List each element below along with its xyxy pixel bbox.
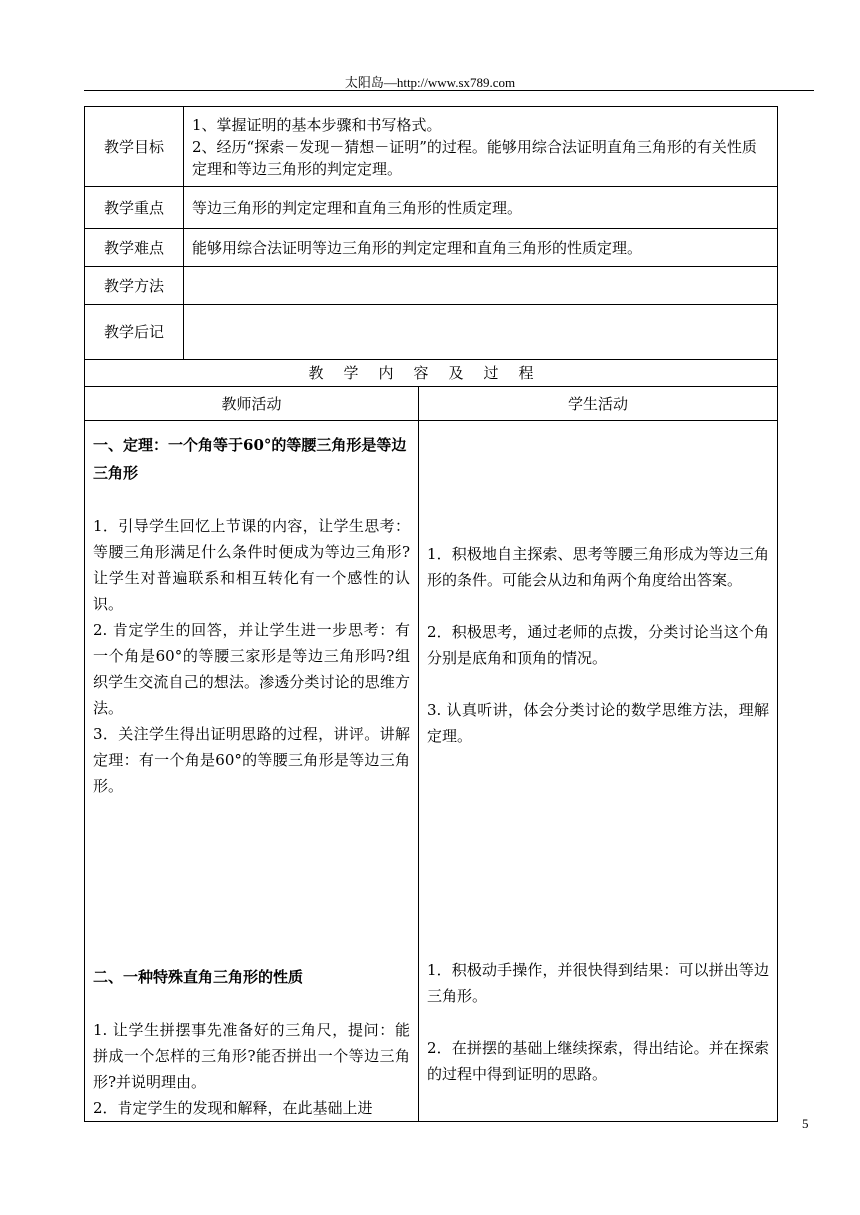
teacher-item-5: 2．肯定学生的发现和解释，在此基础上进 [93,1099,373,1117]
teacher-activity-cell [85,421,419,1122]
student-item-1: 1．积极地自主探索、思考等腰三角形成为等边三角形的条件。可能会从边和角两个角度给出答案。 [427,545,770,589]
row-column-headers [85,387,778,421]
objective-1: 1、掌握证明的基本步骤和书写格式。 [192,115,442,134]
page-number: 5 [802,1116,809,1131]
teacher-activity-header: 教师活动 [85,387,419,421]
teacher-section-1-title: 一、定理：一个角等于60°的等腰三角形是等边三角形 [93,436,407,482]
row-section-title [85,360,778,387]
teacher-item-3: 3．关注学生得出证明思路的过程，讲评。讲解定理：有一个角是60°的等腰三角形是等边三角形。 [93,725,410,795]
row-methods [85,267,778,305]
row-difficulties [85,229,778,267]
difficulties-value: 能够用综合法证明等边三角形的判定定理和直角三角形的性质定理。 [184,229,778,267]
key-points-value: 等边三角形的判定定理和直角三角形的性质定理。 [184,187,778,229]
methods-value [184,267,778,305]
student-item-2: 2．积极思考，通过老师的点拨，分类讨论当这个角分别是底角和顶角的情况。 [427,623,770,667]
key-points-label: 教学重点 [85,187,184,229]
row-key-points [85,187,778,229]
row-objectives [85,107,778,187]
page-header: 太阳岛—http://www.sx789.com [344,75,516,90]
row-notes [85,305,778,360]
section-title: 教学内容及过程 [85,360,778,387]
difficulties-label: 教学难点 [85,229,184,267]
teacher-item-4: 1. 让学生拼摆事先准备好的三角尺，提问：能拼成一个怎样的三角形?能否拼出一个等边三角形?并说明理由。 [93,1021,410,1091]
objectives-label: 教学目标 [85,107,184,187]
student-item-3: 3. 认真听讲，体会分类讨论的数学思维方法，理解定理。 [427,701,770,745]
lesson-plan-table [84,106,778,1122]
student-activity-header: 学生活动 [419,387,778,421]
teacher-item-1: 1．引导学生回忆上节课的内容，让学生思考：等腰三角形满足什么条件时便成为等边三角形?让学生对普遍联系和相互转化有一个感性的认识。 [93,517,410,613]
notes-label: 教学后记 [85,305,184,360]
teacher-item-2: 2. 肯定学生的回答，并让学生进一步思考：有一个角是60°的等腰三家形是等边三角形吗?组织学生交流自己的想法。渗透分类讨论的思维方法。 [93,621,410,717]
row-activities [85,421,778,1122]
objectives-value [184,107,778,187]
header-rule [84,90,814,91]
student-activity-cell [419,421,778,1122]
objective-2: 2、经历“探索－发现－猜想－证明”的过程。能够用综合法证明直角三角形的有关性质定理和等边三角形的判定定理。 [192,137,757,178]
methods-label: 教学方法 [85,267,184,305]
student-item-4: 1．积极动手操作，并很快得到结果：可以拼出等边三角形。 [427,961,770,1005]
notes-value [184,305,778,360]
student-item-5: 2．在拼摆的基础上继续探索，得出结论。并在探索的过程中得到证明的思路。 [427,1039,770,1083]
teacher-section-2-title: 二、一种特殊直角三角形的性质 [93,968,304,986]
